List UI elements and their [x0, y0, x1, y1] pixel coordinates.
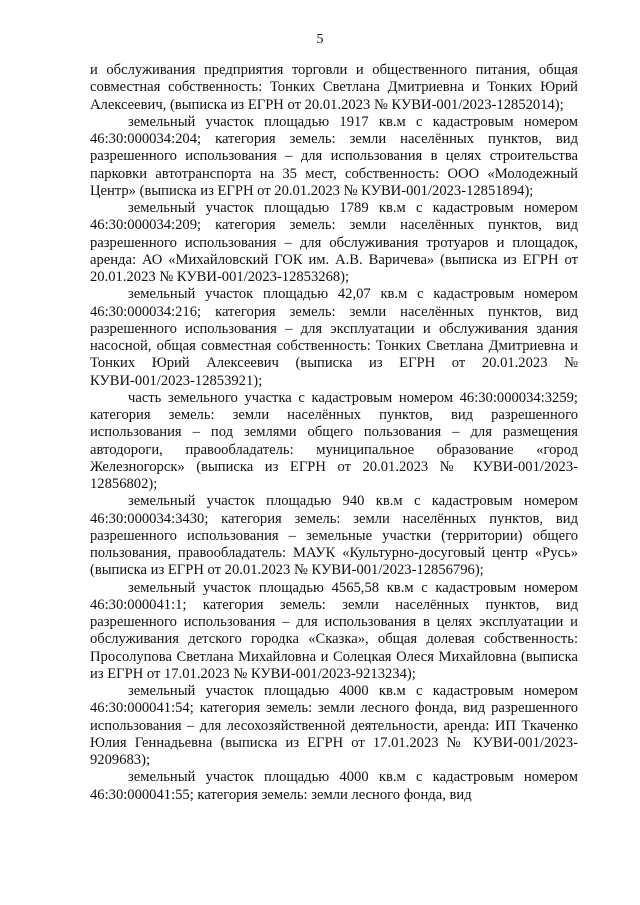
paragraph-land-plot-3430: земельный участок площадью 940 кв.м с кадастровым номером 46:30:000034:3430; категория земель: земли населённых пунктов, вид разрешенного использования – земельные участки (территории) общего пользования, правообладатель: МАУК «Культурно-досуговый центр «Русь» (выписка из ЕГРН от 20.01.2023 № КУВИ-001/2023-12856796); — [90, 493, 578, 579]
paragraph-land-plot-209: земельный участок площадью 1789 кв.м с кадастровым номером 46:30:000034:209; категория земель: земли населённых пунктов, вид разрешенного использования – для обслуживания тротуаров и площадок, аренда: АО «Михайловский ГОК им. А.В. Варичева» (выписка из ЕГРН от 20.01.2023 № КУВИ-001/2023-12853268); — [90, 200, 578, 285]
page-number: 5 — [316, 32, 324, 47]
paragraph-land-plot-3259: часть земельного участка с кадастровым номером 46:30:000034:3259; категория земель: земли населённых пунктов, вид разрешенного использования – под землями общего пользования – для размещения автодороги, правообладатель: муниципальное образование «город Железногорск» (выписка из ЕГРН от 20.01.2023 № КУВИ-001/2023-12856802); — [90, 389, 578, 492]
paragraph-continuation: и обслуживания предприятия торговли и общественного питания, общая совместная собственность: Тонких Светлана Дмитриевна и Тонких Юрий Алексеевич, (выписка из ЕГРН от 20.01.2023 № КУВИ-001/2023-12852014); — [90, 62, 578, 113]
paragraph-land-plot-41-54: земельный участок площадью 4000 кв.м с кадастровым номером 46:30:000041:54; категория земель: земли лесного фонда, вид разрешенного использования – для лесохозяйственной деятельности, аренда: ИП Ткаченко Юлия Геннадьевна (выписка из ЕГРН от 17.01.2023 № КУВИ-001/2023-9209683); — [90, 683, 578, 768]
paragraph-land-plot-204: земельный участок площадью 1917 кв.м с кадастровым номером 46:30:000034:204; категория земель: земли населённых пунктов, вид разрешенного использования – для использования в целях строительства парковки автотранспорта на 35 мест, собственность: ООО «Молодежный Центр» (выписка из ЕГРН от 20.01.2023 № КУВИ-001/2023-12851894); — [90, 113, 578, 199]
paragraph-land-plot-216: земельный участок площадью 42,07 кв.м с кадастровым номером 46:30:000034:216; категория земель: земли населённых пунктов, вид разрешенного использования – для эксплуатации и обслуживания здания насосной, общая совместная собственность: Тонких Светлана Дмитриевна и Тонких Юрий Алексеевич (выписка из ЕГРН от 20.01.2023 № КУВИ-001/2023-12853921); — [90, 286, 578, 389]
document-body — [90, 62, 578, 804]
paragraph-land-plot-41-55: земельный участок площадью 4000 кв.м с кадастровым номером 46:30:000041:55; категория земель: земли лесного фонда, вид — [90, 769, 578, 803]
paragraph-land-plot-41-1: земельный участок площадью 4565,58 кв.м с кадастровым номером 46:30:000041:1; категория земель: земли населённых пунктов, вид разрешенного использования – для использования в целях эксплуатации и обслуживания детского городка «Сказка», общая долевая собственность: Просолупова Светлана Михайловна и Солецкая Олеся Михайловна (выписка из ЕГРН от 17.01.2023 № КУВИ-001/2023-9213234); — [90, 579, 578, 682]
